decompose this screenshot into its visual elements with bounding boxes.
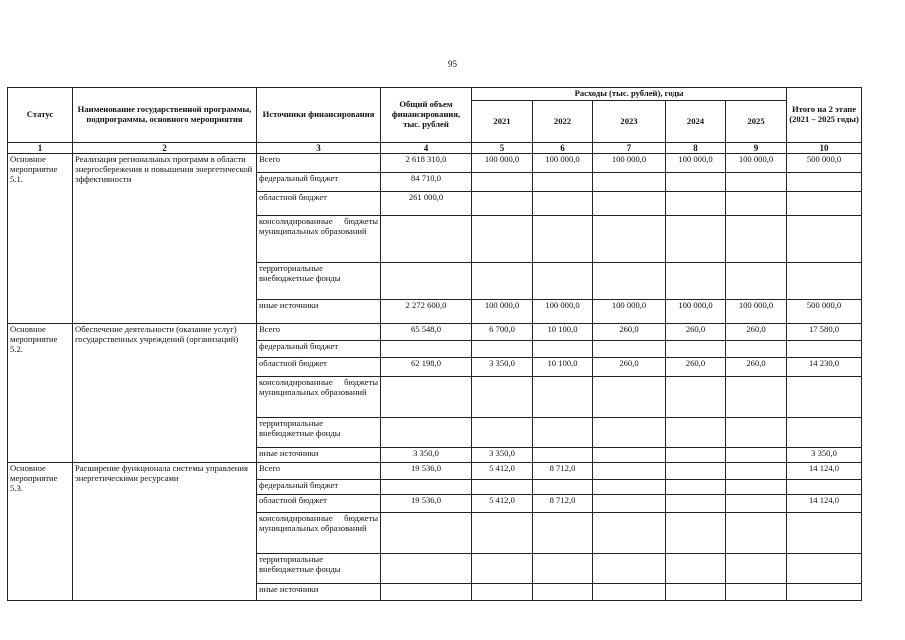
column-number: 8 [666, 143, 726, 154]
column-number: 1 [8, 143, 73, 154]
amount-y2023 [593, 480, 666, 495]
amount-y2024 [666, 554, 726, 584]
budget-table [7, 87, 862, 601]
amount-y2022 [533, 418, 593, 448]
funding-source: консолидированные бюджеты муниципальных образований [257, 513, 381, 554]
header-year: 2023 [593, 101, 666, 143]
amount-y2025 [726, 341, 787, 358]
amount-y2021: 6 700,0 [472, 324, 533, 341]
amount-y2022: 100 000,0 [533, 300, 593, 324]
amount-total [381, 216, 472, 263]
column-number: 7 [593, 143, 666, 154]
funding-source: консолидированные бюджеты муниципальных образований [257, 377, 381, 418]
amount-y2024 [666, 463, 726, 480]
amount-y2023 [593, 554, 666, 584]
amount-total [381, 341, 472, 358]
header-sources: Источники финансирования [257, 88, 381, 143]
amount-y2023 [593, 513, 666, 554]
amount-y2021 [472, 513, 533, 554]
header-stage-total: Итого на 2 этапе (2021 – 2025 годы) [787, 88, 862, 143]
amount-y2024 [666, 173, 726, 192]
funding-source: территориальные внебюджетные фонды [257, 263, 381, 300]
header-expenses: Расходы (тыс. рублей), годы [472, 88, 787, 101]
amount-y2021: 3 350,0 [472, 358, 533, 377]
funding-source: консолидированные бюджеты муниципальных образований [257, 216, 381, 263]
amount-y2023 [593, 341, 666, 358]
amount-y2023 [593, 463, 666, 480]
funding-source: федеральный бюджет [257, 173, 381, 192]
amount-y2023 [593, 263, 666, 300]
amount-y2022: 10 100,0 [533, 358, 593, 377]
amount-y2025: 260,0 [726, 324, 787, 341]
amount-y2025 [726, 192, 787, 216]
amount-total [381, 418, 472, 448]
amount-stage [787, 263, 862, 300]
amount-total [381, 584, 472, 601]
funding-source: федеральный бюджет [257, 480, 381, 495]
amount-y2021: 5 412,0 [472, 463, 533, 480]
amount-y2024 [666, 418, 726, 448]
amount-y2024 [666, 495, 726, 513]
amount-total [381, 263, 472, 300]
amount-total [381, 480, 472, 495]
amount-y2023: 260,0 [593, 358, 666, 377]
amount-y2023: 100 000,0 [593, 154, 666, 173]
amount-y2021 [472, 554, 533, 584]
amount-y2021: 100 000,0 [472, 300, 533, 324]
header-year: 2021 [472, 101, 533, 143]
column-number: 4 [381, 143, 472, 154]
amount-y2021 [472, 584, 533, 601]
amount-y2024 [666, 377, 726, 418]
amount-stage: 14 124,0 [787, 495, 862, 513]
table-body [8, 154, 862, 601]
amount-y2023 [593, 418, 666, 448]
amount-y2024 [666, 448, 726, 463]
amount-y2025 [726, 495, 787, 513]
amount-y2025 [726, 173, 787, 192]
amount-y2022 [533, 216, 593, 263]
amount-y2025: 260,0 [726, 358, 787, 377]
funding-source: территориальные внебюджетные фонды [257, 554, 381, 584]
funding-source: областной бюджет [257, 192, 381, 216]
funding-source: территориальные внебюджетные фонды [257, 418, 381, 448]
measure-status: Основное мероприятие 5.1. [8, 154, 73, 324]
amount-y2025 [726, 554, 787, 584]
amount-total: 65 548,0 [381, 324, 472, 341]
amount-y2022 [533, 584, 593, 601]
amount-total: 2 618 310,0 [381, 154, 472, 173]
amount-stage [787, 480, 862, 495]
funding-source: иные источники [257, 448, 381, 463]
amount-y2022: 8 712,0 [533, 495, 593, 513]
amount-y2022 [533, 480, 593, 495]
amount-y2024 [666, 584, 726, 601]
table-row [8, 154, 862, 173]
amount-y2023: 100 000,0 [593, 300, 666, 324]
amount-y2024 [666, 341, 726, 358]
funding-source: Всего [257, 463, 381, 480]
amount-stage: 17 580,0 [787, 324, 862, 341]
funding-source: областной бюджет [257, 358, 381, 377]
header-name: Наименование государственной программы, подпрограммы, основного мероприятия [73, 88, 257, 143]
amount-total [381, 377, 472, 418]
amount-y2025 [726, 263, 787, 300]
amount-y2023 [593, 495, 666, 513]
amount-stage [787, 554, 862, 584]
amount-y2023 [593, 377, 666, 418]
amount-y2022 [533, 341, 593, 358]
funding-source: иные источники [257, 584, 381, 601]
amount-y2025 [726, 448, 787, 463]
amount-y2024 [666, 216, 726, 263]
table-header [8, 88, 862, 154]
amount-y2025: 100 000,0 [726, 154, 787, 173]
amount-y2022 [533, 377, 593, 418]
header-year: 2025 [726, 101, 787, 143]
amount-stage [787, 377, 862, 418]
amount-y2024: 260,0 [666, 324, 726, 341]
amount-y2025 [726, 418, 787, 448]
amount-y2024 [666, 513, 726, 554]
measure-status: Основное мероприятие 5.3. [8, 463, 73, 601]
amount-y2025 [726, 463, 787, 480]
amount-y2025 [726, 216, 787, 263]
amount-total: 19 536,0 [381, 495, 472, 513]
funding-source: областной бюджет [257, 495, 381, 513]
amount-y2025 [726, 513, 787, 554]
amount-total: 84 710,0 [381, 173, 472, 192]
amount-y2024 [666, 192, 726, 216]
column-number: 6 [533, 143, 593, 154]
amount-total: 261 000,0 [381, 192, 472, 216]
measure-name: Реализация региональных программ в области энергосбережения и повышения энергетической эффективности [73, 154, 257, 324]
amount-total [381, 554, 472, 584]
header-total: Общий объем финансирования, тыс. рублей [381, 88, 472, 143]
amount-stage: 500 000,0 [787, 300, 862, 324]
amount-y2024: 260,0 [666, 358, 726, 377]
amount-y2023 [593, 173, 666, 192]
amount-y2022 [533, 513, 593, 554]
amount-y2025 [726, 480, 787, 495]
amount-y2024: 100 000,0 [666, 300, 726, 324]
funding-source: иные источники [257, 300, 381, 324]
header-status: Статус [8, 88, 73, 143]
amount-stage: 3 350,0 [787, 448, 862, 463]
amount-stage [787, 192, 862, 216]
amount-y2021 [472, 377, 533, 418]
measure-status: Основное мероприятие 5.2. [8, 324, 73, 463]
amount-y2021 [472, 173, 533, 192]
amount-stage [787, 216, 862, 263]
funding-source: Всего [257, 154, 381, 173]
funding-source: Всего [257, 324, 381, 341]
page-number: 95 [448, 59, 457, 69]
column-number: 3 [257, 143, 381, 154]
amount-y2025: 100 000,0 [726, 300, 787, 324]
amount-stage: 14 230,0 [787, 358, 862, 377]
amount-y2025 [726, 377, 787, 418]
amount-total: 62 198,0 [381, 358, 472, 377]
amount-y2022 [533, 554, 593, 584]
amount-y2021 [472, 341, 533, 358]
amount-y2022: 8 712,0 [533, 463, 593, 480]
amount-y2023 [593, 192, 666, 216]
amount-total: 3 350,0 [381, 448, 472, 463]
amount-y2022: 10 100,0 [533, 324, 593, 341]
amount-y2021: 5 412,0 [472, 495, 533, 513]
table-row [8, 324, 862, 341]
amount-y2022 [533, 448, 593, 463]
header-year: 2024 [666, 101, 726, 143]
amount-y2023 [593, 448, 666, 463]
amount-y2024 [666, 263, 726, 300]
amount-stage [787, 584, 862, 601]
amount-y2021 [472, 418, 533, 448]
amount-y2022 [533, 263, 593, 300]
amount-stage: 500 000,0 [787, 154, 862, 173]
amount-y2021: 3 350,0 [472, 448, 533, 463]
column-number: 2 [73, 143, 257, 154]
amount-y2023 [593, 584, 666, 601]
amount-y2022 [533, 173, 593, 192]
amount-y2023: 260,0 [593, 324, 666, 341]
amount-total: 19 536,0 [381, 463, 472, 480]
table-row [8, 463, 862, 480]
amount-y2021 [472, 192, 533, 216]
amount-y2021: 100 000,0 [472, 154, 533, 173]
measure-name: Расширение функционала системы управления энергетическими ресурсами [73, 463, 257, 601]
amount-y2022: 100 000,0 [533, 154, 593, 173]
amount-y2023 [593, 216, 666, 263]
amount-y2022 [533, 192, 593, 216]
amount-stage: 14 124,0 [787, 463, 862, 480]
amount-total [381, 513, 472, 554]
amount-y2021 [472, 480, 533, 495]
header-year: 2022 [533, 101, 593, 143]
amount-y2021 [472, 216, 533, 263]
funding-source: федеральный бюджет [257, 341, 381, 358]
column-number: 5 [472, 143, 533, 154]
amount-stage [787, 418, 862, 448]
amount-total: 2 272 600,0 [381, 300, 472, 324]
column-number: 10 [787, 143, 862, 154]
amount-stage [787, 173, 862, 192]
amount-y2025 [726, 584, 787, 601]
amount-y2021 [472, 263, 533, 300]
amount-stage [787, 341, 862, 358]
column-number: 9 [726, 143, 787, 154]
amount-stage [787, 513, 862, 554]
amount-y2024: 100 000,0 [666, 154, 726, 173]
measure-name: Обеспечение деятельности (оказание услуг) государственных учреждений (организаций) [73, 324, 257, 463]
amount-y2024 [666, 480, 726, 495]
